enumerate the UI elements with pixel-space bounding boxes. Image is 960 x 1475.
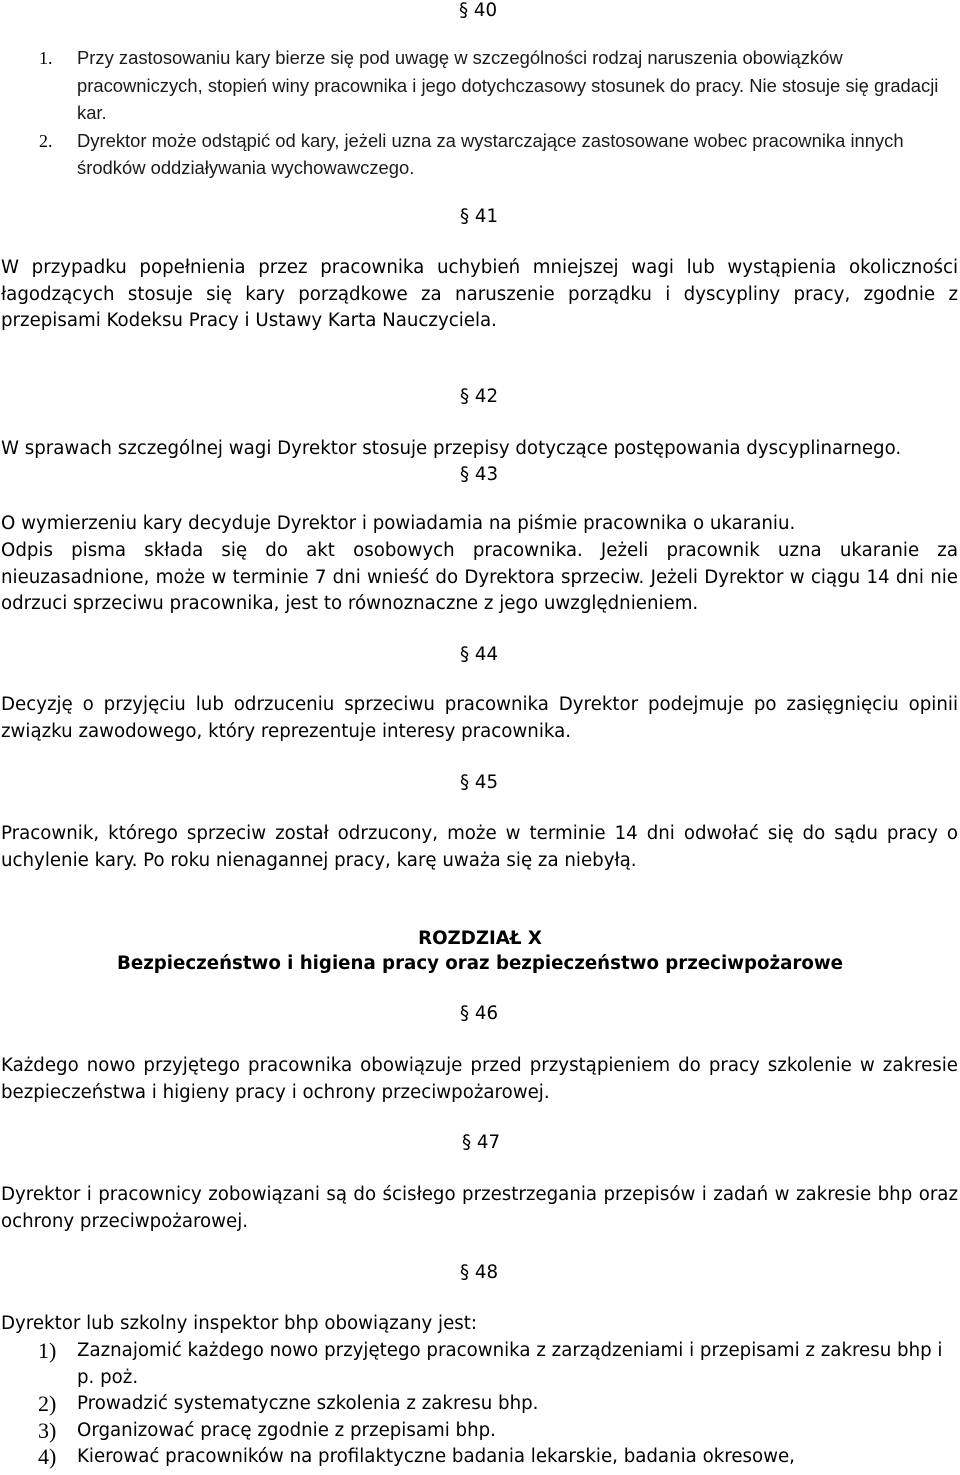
list-item-number: 1.: [39, 48, 53, 68]
list-item: [0, 1338, 960, 1391]
section-43-paragraph: Odpis pisma składa się do akt osobowych pracownika. Jeżeli pracownik uzna ukaranie za nieuzasadnione, może w terminie 7 dni wnieść do Dyrektora sprzeciw. Jeżeli Dyrektor w ciągu 14 dni nie odrzuci sprzeciwu pracownika, jest to równoznaczne z jego uwzględnieniem.: [1, 540, 958, 614]
list-item-text: Organizować pracę zgodnie z przepisami bhp.: [77, 1419, 496, 1441]
section-43-first-line: O wymierzeniu kary decyduje Dyrektor i powiadamia na piśmie pracownika o ukaraniu.: [1, 513, 796, 534]
list-item-number: 2): [38, 1391, 57, 1416]
section-heading-47: § 47: [462, 1132, 501, 1153]
section-heading-43: § 43: [460, 464, 499, 485]
section-46-paragraph: Każdego nowo przyjętego pracownika obowiązuje przed przystąpieniem do pracy szkolenie w zakresie bezpieczeństwa i higieny pracy i ochrony przeciwpożarowej.: [1, 1055, 958, 1103]
section-44-paragraph: Decyzję o przyjęciu lub odrzuceniu sprzeciwu pracownika Dyrektor podejmuje po zasięgnięciu opinii związku zawodowego, który reprezentuje interesy pracownika.: [1, 694, 958, 742]
section-40-list: [0, 45, 960, 183]
section-41-paragraph: W przypadku popełnienia przez pracownika uchybień mniejszej wagi lub wystąpienia okoliczności łagodzących stosuje się kary porządkowe za naruszenie porządku i dyscypliny pracy, zgodnie z przepisami Kodeksu Pracy i Ustawy Karta Nauczyciela.: [1, 257, 958, 331]
list-item-text: Zaznajomić każdego nowo przyjętego pracownika z zarządzeniami i przepisami z zakresu bhp i p. poż.: [77, 1340, 943, 1388]
section-heading-42: § 42: [460, 386, 499, 407]
list-item-text: Przy zastosowaniu kary bierze się pod uwagę w szczególności rodzaj naruszenia obowiązków pracowniczych, stopień winy pracownika i jego dotychczasowy stosunek do pracy. Nie stosuje się gradacji kar.: [77, 47, 939, 123]
section-heading-46: § 46: [460, 1003, 499, 1024]
section-48-intro: Dyrektor lub szkolny inspektor bhp obowiązany jest:: [1, 1313, 478, 1334]
section-48-list: [0, 1338, 960, 1471]
section-45-paragraph: Pracownik, którego sprzeciw został odrzucony, może w terminie 14 dni odwołać się do sądu pracy o uchylenie kary. Po roku nienagannej pracy, karę uważa się za niebyłą.: [1, 823, 958, 871]
section-heading-44: § 44: [460, 644, 499, 665]
chapter-title: Bezpieczeństwo i higiena pracy oraz bezpieczeństwo przeciwpożarowe: [117, 953, 843, 974]
list-item-number: 2.: [39, 130, 53, 151]
list-item-text: Prowadzić systematyczne szkolenia z zakresu bhp.: [77, 1393, 539, 1414]
section-heading-40: § 40: [459, 0, 498, 21]
list-item: [0, 128, 960, 183]
list-item: [0, 45, 960, 128]
list-item-number: 3): [38, 1417, 57, 1443]
section-42-paragraph: W sprawach szczególnej wagi Dyrektor stosuje przepisy dotyczące postępowania dyscyplinarnego.: [1, 438, 902, 459]
list-item-number: 1): [38, 1338, 57, 1363]
list-item-text: Kierować pracowników na profilaktyczne badania lekarskie, badania okresowe,: [77, 1446, 795, 1467]
list-item: [0, 1418, 960, 1445]
list-item: [0, 1391, 960, 1418]
chapter-number: ROZDZIAŁ X: [418, 928, 542, 949]
section-47-paragraph: Dyrektor i pracownicy zobowiązani są do ścisłego przestrzegania przepisów i zadań w zakresie bhp oraz ochrony przeciwpożarowej.: [1, 1184, 958, 1232]
list-item: [0, 1444, 960, 1471]
section-heading-48: § 48: [460, 1262, 499, 1283]
list-item-text: Dyrektor może odstąpić od kary, jeżeli uzna za wystarczające zastosowane wobec pracownika innych środków oddziaływania wychowawczego.: [77, 129, 904, 178]
section-heading-45: § 45: [460, 772, 499, 793]
list-item-number: 4): [38, 1444, 57, 1469]
section-heading-41: § 41: [460, 206, 499, 227]
